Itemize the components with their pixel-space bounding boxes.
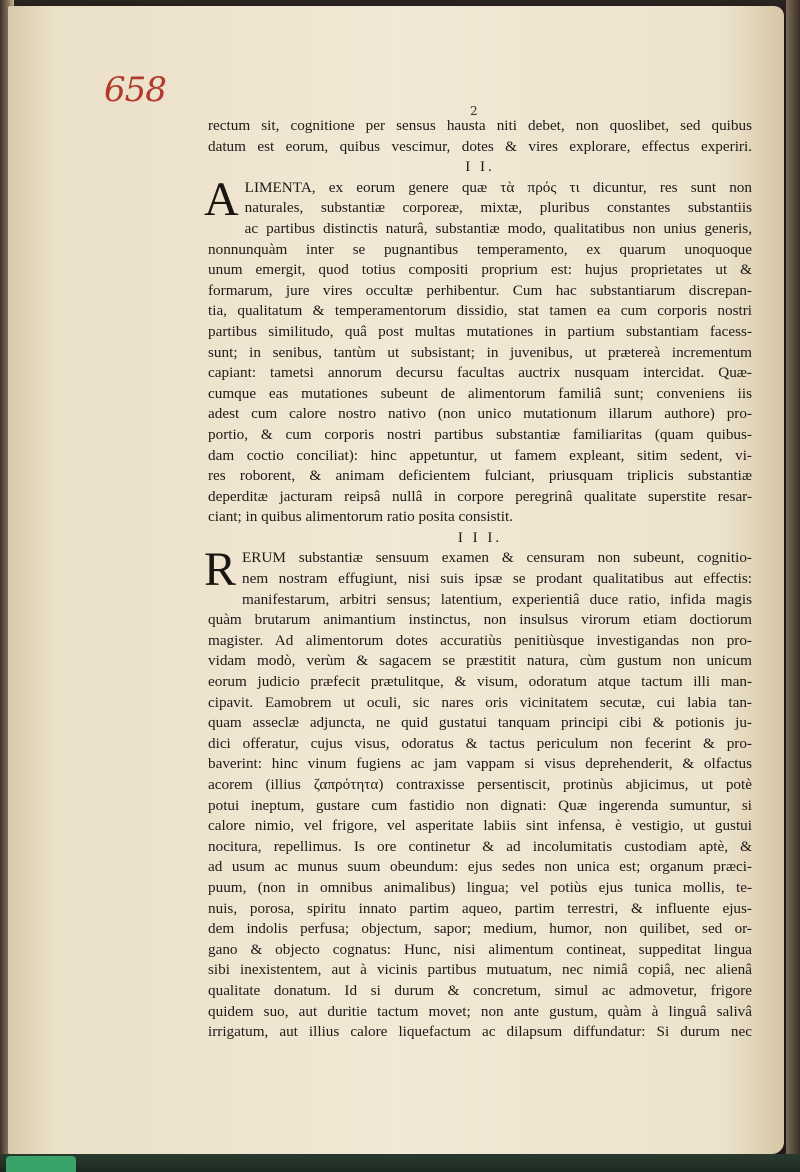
text-line: puum, (non in omnibus animalibus) lingua; vel potiùs ejus tunica mollis, te- — [208, 878, 752, 896]
section-iii-block — [204, 543, 752, 1042]
text-line: sibi inexistentem, aut à vicinis partibus mutuatum, nec nimiâ copiâ, nec alienâ — [208, 961, 752, 979]
text-line: nocitura, repellimus. Is ore continetur & ad incolumitatis custodiam aptè, & — [208, 837, 752, 855]
text-line: ERUM substantiæ sensuum examen & censuram non subeunt, cognitio- — [242, 549, 752, 567]
text-line: res roborent, & animam deficientem fulciant, priusquam triplicis substantiæ — [208, 467, 752, 485]
text-line: LIMENTA, ex eorum genere quæ τὰ πρός τι dicuntur, res sunt non — [244, 178, 752, 196]
text-line: dici offeratur, cujus visus, odoratus & tactus periculum non fecerint & pro- — [208, 734, 752, 752]
text-line: quàm brutarum animantium instinctus, non insulsus virorum etiam doctiorum — [208, 611, 752, 629]
text-line: adest cum calore nostro nativo (non unico mutationum illarum authore) pro- — [208, 405, 752, 423]
text-line: capiant: tametsi annorum decursu facultas auctrix nusquam intercidat. Quæ- — [208, 364, 752, 382]
section-heading-ii: I I. — [465, 159, 495, 176]
scanner-bed — [0, 1154, 800, 1172]
text-line: vidam modò, verùm & sagacem se præstitit natura, cùm gustum non unicum — [208, 652, 752, 670]
section-ii-block — [204, 172, 752, 528]
text-line: naturales, substantiæ corporeæ, mixtæ, pluribus constantes substantiis — [244, 199, 752, 217]
text-line: cumque eas mutationes subeunt de alimentorum familiâ sunt; conveniens iis — [208, 384, 752, 402]
dropcap-r: R — [204, 543, 237, 597]
text-line: nem nostram effugiunt, nisi suis ipsæ se prodant qualitatibus aut effectis: — [242, 570, 752, 588]
page-edge — [786, 0, 800, 1172]
text-line: portio, & cum corporis nostri partibus substantiæ familiaritas (quam quibus- — [208, 425, 752, 443]
text-line: ciant; in quibus alimentorum ratio posita consistit. — [208, 508, 513, 526]
text-line: eorum judicio præfecit prætulitque, & visum, odoratum atque tactum illi man- — [208, 673, 752, 691]
text-line: unum emergit, quod totius compositi proprium est: hujus proprietates ut & — [208, 261, 752, 279]
text-line: datum est eorum, quibus vescimur, dotes & vires explorare, effectus experiri. — [208, 137, 752, 155]
text-line: nuis, porosa, spiritu innato partim aqueo, partim terrestri, & influente ejus- — [208, 899, 752, 917]
text-line: cipavit. Eamobrem ut oculi, sic nares oris vicinitatem secutæ, cui labia tan- — [208, 693, 752, 711]
text-line: quam asseclæ adjuncta, ne quid gustatui tanquam principi cibi & potionis ju- — [208, 714, 752, 732]
page-number: 658 — [104, 70, 166, 110]
text-line: potui ineptum, gustare cum fastidio non dignati: Quæ ingerenda sumuntur, si — [208, 796, 752, 814]
signature-mark: 2 — [470, 104, 478, 118]
text-line: dam coctio conciliat): hinc appetuntur, ut famem expleant, sitim sedent, vi- — [208, 446, 752, 464]
text-line: nonnunquàm inter se pugnantibus temperamento, ex quarum unoquoque — [208, 240, 752, 258]
text-line: rectum sit, cognitione per sensus hausta niti debet, non quoslibet, sed quibus — [208, 117, 752, 134]
text-line: sunt; in senibus, tantùm ut subsistant; in juvenibus, ut prætereà incrementum — [208, 343, 752, 361]
text-line: ac partibus distinctis naturâ, substantiæ modo, qualitatibus non unius generis, — [244, 219, 752, 237]
text-line: baverint: hinc vinum fugiens ac jam vappam si visus deprehenderit, & olfactus — [208, 755, 752, 773]
text-line: ad usum ac munus suum obeundum: ejus sedes non unica est; organum præci- — [208, 858, 752, 876]
text-line: tia, qualitatum & temperamentorum dissidio, stat tamen ea cum corporis nostri — [208, 302, 752, 320]
text-line: formarum, jure vires occultæ perhibentur. Cum hac substantiarum discrepan- — [208, 281, 752, 299]
intro-block — [208, 116, 752, 157]
bookmark-tab — [6, 1156, 76, 1172]
text-line: deperditæ jacturam reipsâ nullâ in corpore peregrinâ qualitate superstite resar- — [208, 487, 752, 505]
text-line: magister. Ad alimentorum dotes accuratiùs penitiùsque investigandas non pro- — [208, 631, 752, 649]
text-line: manifestarum, arbitri sensus; latentium, experientiâ duce ratio, infida magis — [242, 590, 752, 608]
main-text — [204, 116, 752, 1043]
dropcap-a: A — [204, 172, 239, 226]
text-line: irrigatum, aut illius calore liquefactum ac dilapsum diffundatur: Si durum nec — [208, 1023, 752, 1041]
text-line: acorem (illius ζαπρότητα) contraxisse persentiscit, protinùs abjicimus, ut potè — [208, 776, 752, 793]
text-line: gano & objecto cognatus: Hunc, nisi alimentum contineat, suppeditat lingua — [208, 940, 752, 958]
text-line: dem indolis perfusa; objectum, sapor; medium, humor, non quilibet, sed or- — [208, 920, 752, 938]
text-line: quidem suo, aut duritie tactum movet; non ante gustum, quàm à linguâ salivâ — [208, 1002, 752, 1020]
section-heading-iii: I I I. — [457, 529, 503, 546]
text-line: qualitate donatum. Id si durum & concretum, simul ac admovetur, frigore — [208, 981, 752, 999]
text-line: partibus similitudo, quâ post multas mutationes in partium substantiam facess- — [208, 322, 752, 340]
text-line: calore nimio, vel frigore, vel asperitate labiis sint infensa, è vestigio, ut gustui — [208, 817, 752, 835]
